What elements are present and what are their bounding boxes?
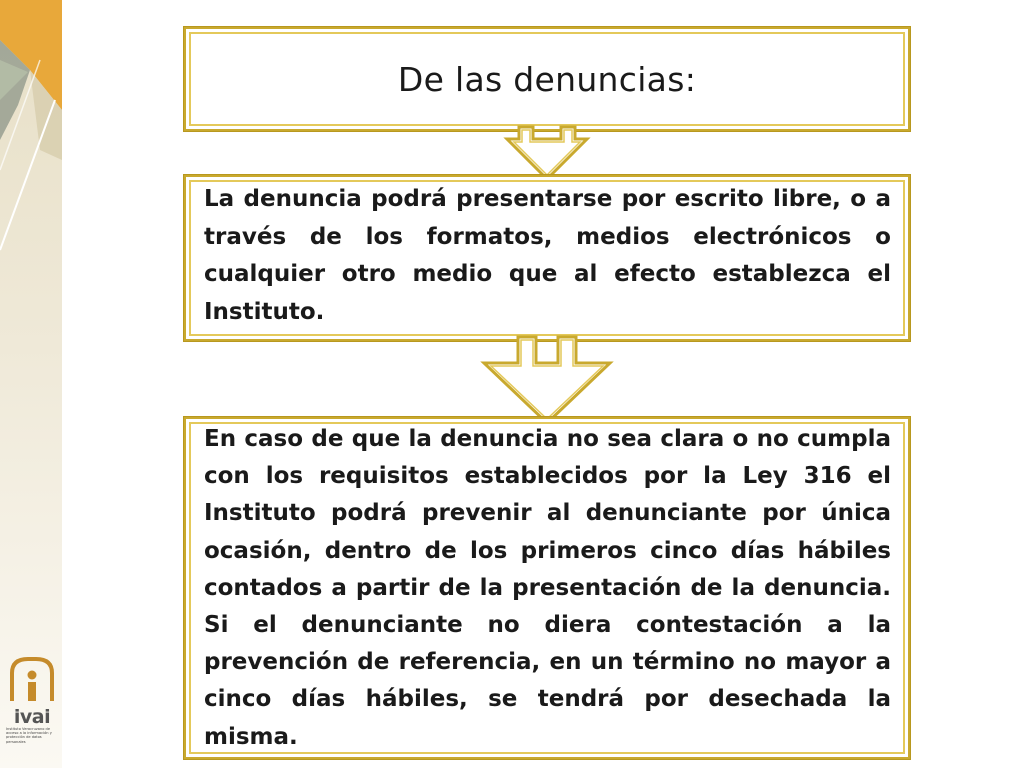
slide-title: De las denuncias:	[397, 59, 697, 99]
info-box-prevention	[184, 417, 910, 759]
ivai-logo-icon	[6, 655, 58, 727]
logo-caption: Instituto Veracruzano de acceso a la información y protección de datos personales	[6, 727, 52, 744]
prevention-text: En caso de que la denuncia no sea clara o no cumpla con los requisitos establecidos por la Ley 316 el Instituto podrá prevenir al denunciante por única ocasión, dentro de los primeros cinco días hábiles contados a partir de la presentación de la denuncia. Si el denunciante no diera contestación a la prevención de referencia, en un término no mayor a cinco días hábiles, se tendrá por desechada la misma.	[204, 426, 891, 750]
logo-wordmark: ivai	[13, 706, 51, 727]
decorative-sidebar	[0, 0, 62, 768]
title-box	[184, 27, 910, 131]
down-arrow-icon-2	[482, 335, 612, 427]
ivai-logo	[6, 655, 58, 750]
info-box-submission	[184, 175, 910, 341]
submission-text: La denuncia podrá presentarse por escrito libre, o a través de los formatos, medios electrónicos o cualquier otro medio que al efecto establezca el Instituto.	[204, 186, 891, 325]
